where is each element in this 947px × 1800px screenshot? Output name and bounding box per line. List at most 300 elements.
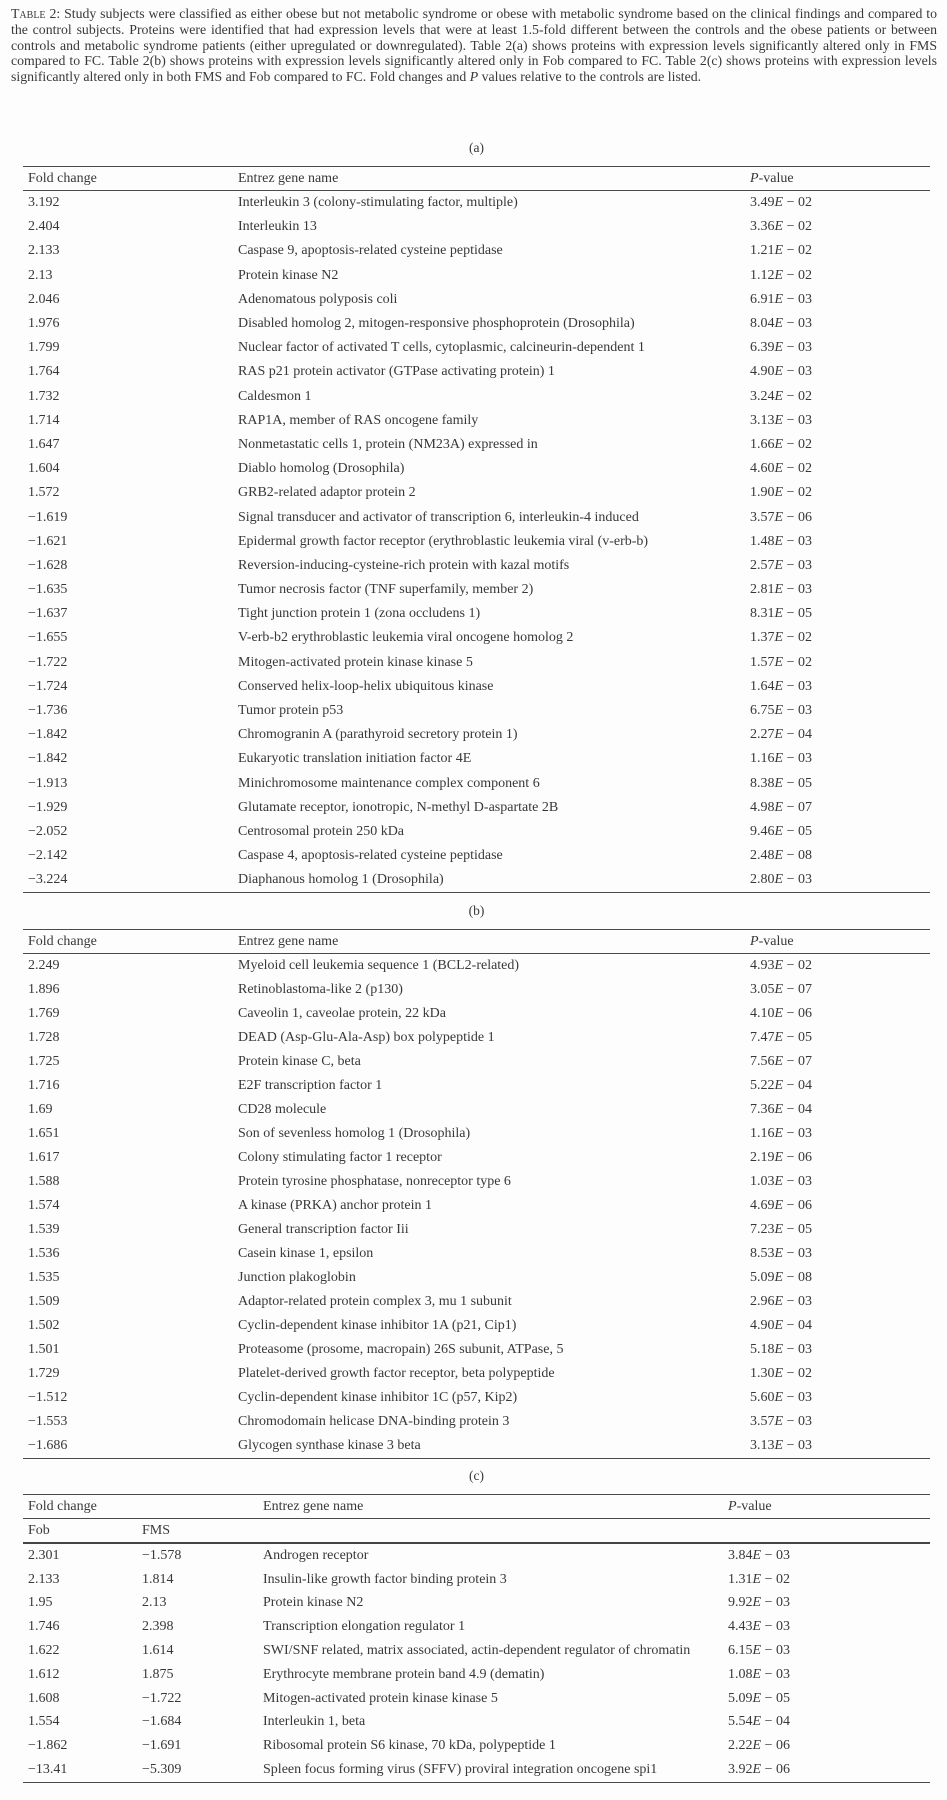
gene-name-cell: Retinoblastoma-like 2 (p130) <box>238 982 403 997</box>
fold-change-cell-fold: 1.729 <box>28 1366 60 1381</box>
p-value-part: − 03 <box>761 1619 790 1635</box>
p-value-part: E <box>774 1126 784 1141</box>
p-value-part: − 02 <box>783 1366 812 1381</box>
fold-change-cell-fms: 1.614 <box>142 1643 174 1659</box>
table-row <box>23 505 930 529</box>
table-row <box>23 1314 930 1338</box>
p-value-cell <box>745 954 930 979</box>
gene-name-cell: Protein tyrosine phosphatase, nonreceptor type 6 <box>238 1174 511 1189</box>
p-value-cell <box>745 747 930 771</box>
gene-name-cell: A kinase (PRKA) anchor protein 1 <box>238 1198 433 1213</box>
p-value-part: E <box>774 195 784 211</box>
p-value-part: − 06 <box>783 1006 812 1021</box>
p-value-part: − 05 <box>783 1030 812 1045</box>
table-row <box>23 1615 930 1639</box>
column-header-fms: FMS <box>137 1519 258 1544</box>
gene-name-cell: Erythrocyte membrane protein band 4.9 (dematin) <box>263 1666 545 1682</box>
p-value-part: E <box>774 557 784 573</box>
p-value-part: E <box>774 1030 784 1045</box>
p-value-part: − 06 <box>783 1150 812 1165</box>
gene-name-cell: Epidermal growth factor receptor (erythroblastic leukemia viral (v-erb-b) <box>238 533 649 549</box>
p-value-part: E <box>774 958 784 973</box>
p-value-cell <box>723 1615 930 1639</box>
p-value-part: E <box>752 1690 762 1706</box>
gene-name-cell: Eukaryotic translation initiation factor 4E <box>238 751 472 767</box>
p-value-header-italic: P <box>728 1498 737 1514</box>
p-value-cell <box>745 288 930 312</box>
p-value-part: 3.84 <box>728 1547 753 1563</box>
p-value-part: − 08 <box>783 848 812 864</box>
p-value-part: E <box>774 1174 784 1189</box>
p-value-part: E <box>774 751 784 767</box>
p-value-part: E <box>774 461 784 477</box>
fold-change-cell-fold: 1.572 <box>28 485 60 501</box>
p-value-part: − 02 <box>783 195 812 211</box>
fold-change-cell-fold: −1.619 <box>28 509 68 525</box>
fold-change-cell-fold: 2.13 <box>28 267 53 283</box>
p-value-part: 1.57 <box>750 654 775 670</box>
p-value-part: − 07 <box>783 799 812 815</box>
gene-name-cell: Conserved helix-loop-helix ubiquitous kinase <box>238 678 494 694</box>
p-value-part: − 03 <box>783 412 812 428</box>
table-row <box>23 1758 930 1782</box>
table-row <box>23 481 930 505</box>
table-row <box>23 1434 930 1459</box>
p-value-part: E <box>774 1246 784 1261</box>
gene-name-cell: Tight junction protein 1 (zona occludens 1) <box>238 606 481 622</box>
p-value-cell <box>745 1242 930 1266</box>
gene-name-cell: CD28 molecule <box>238 1102 327 1117</box>
p-value-part: − 06 <box>761 1738 790 1754</box>
p-value-part: E <box>774 1366 784 1381</box>
fold-change-cell-fold: 1.539 <box>28 1222 60 1237</box>
p-value-part: E <box>774 267 784 283</box>
p-value-cell <box>745 1290 930 1314</box>
p-value-part: 3.92 <box>728 1762 753 1778</box>
table-row <box>23 264 930 288</box>
table-row <box>23 1122 930 1146</box>
p-value-part: 4.10 <box>750 1006 775 1021</box>
gene-name-cell: Caveolin 1, caveolae protein, 22 kDa <box>238 1006 446 1021</box>
table-row <box>23 868 930 893</box>
p-value-cell <box>723 1687 930 1711</box>
fold-change-cell-fms: −1.722 <box>142 1690 182 1706</box>
table-row <box>23 336 930 360</box>
p-value-cell <box>745 1146 930 1170</box>
fold-change-cell-fold: −1.635 <box>28 582 68 598</box>
column-header-fob: Fob <box>23 1519 137 1544</box>
gene-name-cell: Minichromosome maintenance complex component 6 <box>238 775 540 791</box>
p-value-part: 2.27 <box>750 727 775 743</box>
fold-change-cell-fold: 1.896 <box>28 982 60 997</box>
gene-name-cell: GRB2-related adaptor protein 2 <box>238 485 416 501</box>
p-value-cell <box>745 868 930 893</box>
p-value-part: E <box>752 1571 762 1587</box>
fold-change-cell-fold: 1.769 <box>28 1006 60 1021</box>
table-row <box>23 1266 930 1290</box>
p-value-part: − 03 <box>783 1246 812 1261</box>
fold-change-cell-fob: 2.133 <box>28 1571 60 1587</box>
table-row <box>23 1592 930 1616</box>
gene-name-cell: Mitogen-activated protein kinase kinase 5 <box>238 654 473 670</box>
fold-change-cell-fob: 1.608 <box>28 1690 60 1706</box>
p-value-cell <box>745 1314 930 1338</box>
p-value-part: − 03 <box>783 340 812 356</box>
p-value-cell <box>723 1592 930 1616</box>
p-value-part: − 04 <box>783 1078 812 1093</box>
p-value-part: 4.98 <box>750 799 775 815</box>
p-value-part: 8.53 <box>750 1246 775 1261</box>
p-value-part: E <box>774 1222 784 1237</box>
fold-change-cell-fold: −1.842 <box>28 751 68 767</box>
p-value-part: E <box>774 243 784 259</box>
p-value-part: − 03 <box>783 364 812 380</box>
fold-change-cell-fold: 1.728 <box>28 1030 60 1045</box>
p-value-cell <box>745 675 930 699</box>
fold-change-cell-fms: −1.578 <box>142 1547 182 1563</box>
section-b <box>0 903 947 1459</box>
p-value-part: E <box>774 316 784 332</box>
p-value-part: E <box>752 1714 762 1730</box>
p-value-part: − 02 <box>783 388 812 404</box>
p-value-part: 9.46 <box>750 823 775 839</box>
fold-change-cell-fold: −1.842 <box>28 727 68 743</box>
table-row <box>23 1543 930 1568</box>
p-value-part: E <box>774 1150 784 1165</box>
gene-name-cell: Disabled homolog 2, mitogen-responsive phosphoprotein (Drosophila) <box>238 316 635 332</box>
fold-change-cell-fold: −1.913 <box>28 775 68 791</box>
p-value-header-italic: P <box>750 933 759 949</box>
table-row <box>23 651 930 675</box>
p-value-part: 3.24 <box>750 388 775 404</box>
table-row <box>23 1410 930 1434</box>
gene-name-cell: Interleukin 3 (colony-stimulating factor, multiple) <box>238 195 518 211</box>
gene-name-cell: RAS p21 protein activator (GTPase activating protein) 1 <box>238 364 555 380</box>
table-row <box>23 191 930 216</box>
table-row <box>23 1218 930 1242</box>
part-label-a: (a) <box>469 140 484 155</box>
p-value-part: 1.08 <box>728 1666 753 1682</box>
table-row <box>23 699 930 723</box>
p-value-part: − 03 <box>783 751 812 767</box>
gene-name-cell: V-erb-b2 erythroblastic leukemia viral oncogene homolog 2 <box>238 630 574 646</box>
table-row <box>23 1290 930 1314</box>
table-row <box>23 820 930 844</box>
p-value-cell <box>745 264 930 288</box>
p-value-part: 8.31 <box>750 606 775 622</box>
fold-change-cell-fold: −2.142 <box>28 848 68 864</box>
table-row <box>23 954 930 979</box>
p-value-part: 4.90 <box>750 364 775 380</box>
p-value-part: 3.36 <box>750 219 775 235</box>
p-value-header-rest: -value <box>736 1498 772 1514</box>
p-value-part: E <box>752 1595 762 1611</box>
fold-change-cell-fold: 2.249 <box>28 958 60 973</box>
fold-change-cell-fob: −13.41 <box>28 1762 68 1778</box>
p-value-cell <box>745 1050 930 1074</box>
p-value-part: E <box>774 1198 784 1213</box>
p-value-part: E <box>774 509 784 525</box>
column-header-spacer <box>258 1519 723 1544</box>
fold-change-cell-fold: −1.722 <box>28 654 68 670</box>
table-row <box>23 1639 930 1663</box>
p-value-cell <box>745 409 930 433</box>
p-value-part: − 03 <box>783 1390 812 1405</box>
p-value-part: − 02 <box>783 243 812 259</box>
column-header-p-value <box>723 1495 930 1519</box>
p-value-cell <box>745 602 930 626</box>
p-value-part: − 07 <box>783 1054 812 1069</box>
table-caption <box>11 6 937 85</box>
gene-name-cell: Interleukin 13 <box>238 219 317 235</box>
p-value-part: 4.43 <box>728 1619 753 1635</box>
table-b <box>23 929 930 1459</box>
fold-change-cell-fold: −1.553 <box>28 1414 68 1429</box>
p-value-part: − 04 <box>783 1318 812 1333</box>
p-value-cell <box>745 385 930 409</box>
header-row <box>23 167 930 191</box>
p-value-part: E <box>774 678 784 694</box>
table-row <box>23 747 930 771</box>
gene-name-cell: Insulin-like growth factor binding protein 3 <box>263 1571 507 1587</box>
table-row <box>23 360 930 384</box>
fold-change-cell-fold: −1.929 <box>28 799 68 815</box>
gene-name-cell: Son of sevenless homolog 1 (Drosophila) <box>238 1126 471 1141</box>
p-value-part: − 03 <box>783 1342 812 1357</box>
caption-segment: values relative to the controls are listed. <box>478 69 702 85</box>
p-value-part: E <box>774 485 784 501</box>
p-value-part: − 02 <box>761 1571 790 1587</box>
gene-name-cell: Interleukin 1, beta <box>263 1714 366 1730</box>
table-row <box>23 1194 930 1218</box>
p-value-part: − 02 <box>783 219 812 235</box>
table-row <box>23 1026 930 1050</box>
p-value-part: − 02 <box>783 654 812 670</box>
p-value-part: − 03 <box>783 703 812 719</box>
p-value-part: E <box>774 872 784 888</box>
fold-change-cell-fold: −2.052 <box>28 823 68 839</box>
p-value-part: − 03 <box>761 1547 790 1563</box>
p-value-cell <box>745 554 930 578</box>
p-value-part: E <box>752 1547 762 1563</box>
p-value-part: E <box>774 1102 784 1117</box>
table-row <box>23 626 930 650</box>
p-value-part: 4.69 <box>750 1198 775 1213</box>
p-value-part: − 03 <box>761 1643 790 1659</box>
p-value-part: − 04 <box>783 727 812 743</box>
fold-change-cell-fold: −1.628 <box>28 557 68 573</box>
gene-name-cell: Junction plakoglobin <box>238 1270 356 1285</box>
p-value-cell <box>745 191 930 216</box>
table-row <box>23 1098 930 1122</box>
p-value-part: 4.90 <box>750 1318 775 1333</box>
p-value-cell <box>745 978 930 1002</box>
gene-name-cell: Cyclin-dependent kinase inhibitor 1C (p57, Kip2) <box>238 1390 518 1405</box>
p-value-cell <box>745 772 930 796</box>
table-row <box>23 1074 930 1098</box>
fold-change-cell-fms: 2.13 <box>142 1595 167 1611</box>
table-row <box>23 1050 930 1074</box>
p-value-part: E <box>752 1666 762 1682</box>
caption-segment: Table 2: <box>11 6 65 21</box>
gene-name-cell: Cyclin-dependent kinase inhibitor 1A (p21, Cip1) <box>238 1318 517 1333</box>
p-value-part: 6.15 <box>728 1643 753 1659</box>
p-value-part: − 03 <box>783 1174 812 1189</box>
p-value-cell <box>745 651 930 675</box>
p-value-cell <box>723 1711 930 1735</box>
p-value-part: E <box>752 1762 762 1778</box>
table-row <box>23 1242 930 1266</box>
gene-name-cell: RAP1A, member of RAS oncogene family <box>238 412 479 428</box>
p-value-part: 1.16 <box>750 751 775 767</box>
table-row <box>23 1687 930 1711</box>
p-value-part: 1.03 <box>750 1174 775 1189</box>
p-value-part: 2.48 <box>750 848 775 864</box>
table-row <box>23 602 930 626</box>
header-row <box>23 930 930 954</box>
gene-name-cell: Proteasome (prosome, macropain) 26S subunit, ATPase, 5 <box>238 1342 564 1357</box>
p-value-part: 3.57 <box>750 509 775 525</box>
p-value-part: − 06 <box>783 1198 812 1213</box>
p-value-cell <box>745 1002 930 1026</box>
p-value-cell <box>745 796 930 820</box>
p-value-part: 6.39 <box>750 340 775 356</box>
column-header-gene-name: Entrez gene name <box>233 167 745 191</box>
p-value-cell <box>745 1026 930 1050</box>
fold-change-cell-fold: 1.716 <box>28 1078 60 1093</box>
fold-change-cell-fold: −3.224 <box>28 872 68 888</box>
p-value-cell <box>723 1663 930 1687</box>
column-header-spacer <box>723 1519 930 1544</box>
part-label-b: (b) <box>468 903 485 918</box>
column-header-p-value <box>745 930 930 954</box>
p-value-cell <box>745 481 930 505</box>
p-value-cell <box>745 360 930 384</box>
p-value-part: 3.49 <box>750 195 775 211</box>
fold-change-cell-fold: 1.604 <box>28 461 60 477</box>
p-value-part: 2.81 <box>750 582 775 598</box>
p-value-cell <box>745 844 930 868</box>
p-value-part: E <box>774 654 784 670</box>
p-value-part: − 03 <box>783 582 812 598</box>
p-value-part: 2.57 <box>750 557 775 573</box>
column-header-fold-change-group: Fold change <box>23 1495 258 1519</box>
p-value-part: 5.09 <box>750 1270 775 1285</box>
fold-change-cell-fold: 1.647 <box>28 436 60 452</box>
fold-change-cell-fob: 1.95 <box>28 1595 53 1611</box>
p-value-cell <box>745 1194 930 1218</box>
p-value-part: E <box>774 727 784 743</box>
gene-name-cell: Reversion-inducing-cysteine-rich protein with kazal motifs <box>238 557 570 573</box>
p-value-part: E <box>774 630 784 646</box>
p-value-part: E <box>774 340 784 356</box>
table-row <box>23 1170 930 1194</box>
fold-change-cell-fold: 1.535 <box>28 1270 60 1285</box>
p-value-cell <box>745 1074 930 1098</box>
section-c <box>0 1468 947 1783</box>
column-header-gene-name: Entrez gene name <box>258 1495 723 1519</box>
table-row <box>23 1362 930 1386</box>
fold-change-cell-fold: 2.404 <box>28 219 60 235</box>
p-value-part: − 04 <box>783 1102 812 1117</box>
p-value-cell <box>745 239 930 263</box>
table-row <box>23 675 930 699</box>
fold-change-cell-fold: 1.764 <box>28 364 60 380</box>
gene-name-cell: Caspase 9, apoptosis-related cysteine peptidase <box>238 243 503 259</box>
table-row <box>23 433 930 457</box>
p-value-part: E <box>774 412 784 428</box>
gene-name-cell: Signal transducer and activator of transcription 6, interleukin-4 induced <box>238 509 639 525</box>
p-value-part: 2.19 <box>750 1150 775 1165</box>
column-header-gene-name: Entrez gene name <box>233 930 745 954</box>
gene-name-cell: Tumor necrosis factor (TNF superfamily, member 2) <box>238 582 534 598</box>
p-value-part: − 07 <box>783 982 812 997</box>
table-row <box>23 1386 930 1410</box>
table-row <box>23 385 930 409</box>
fold-change-cell-fold: −1.736 <box>28 703 68 719</box>
fold-change-cell-fold: 1.69 <box>28 1102 53 1117</box>
p-value-part: E <box>752 1643 762 1659</box>
p-value-part: − 03 <box>783 291 812 307</box>
gene-name-cell: Centrosomal protein 250 kDa <box>238 823 405 839</box>
table-row <box>23 312 930 336</box>
p-value-part: E <box>774 582 784 598</box>
header-row-sub <box>23 1519 930 1544</box>
p-value-part: 2.96 <box>750 1294 775 1309</box>
p-value-part: − 03 <box>783 678 812 694</box>
p-value-cell <box>745 505 930 529</box>
p-value-part: 9.92 <box>728 1595 753 1611</box>
p-value-cell <box>745 1122 930 1146</box>
gene-name-cell: Spleen focus forming virus (SFFV) proviral integration oncogene spi1 <box>263 1762 658 1778</box>
column-header-fold-change: Fold change <box>23 167 233 191</box>
gene-name-cell: Diablo homolog (Drosophila) <box>238 461 405 477</box>
p-value-part: 1.30 <box>750 1366 775 1381</box>
gene-name-cell: Ribosomal protein S6 kinase, 70 kDa, polypeptide 1 <box>263 1738 556 1754</box>
p-value-part: − 02 <box>783 267 812 283</box>
p-value-cell <box>745 1386 930 1410</box>
gene-name-cell: Transcription elongation regulator 1 <box>263 1619 466 1635</box>
p-value-cell <box>745 1266 930 1290</box>
p-value-part: − 04 <box>761 1714 790 1730</box>
p-value-part: − 03 <box>783 557 812 573</box>
column-header-p-value <box>745 167 930 191</box>
fold-change-cell-fob: −1.862 <box>28 1738 68 1754</box>
p-value-part: E <box>774 388 784 404</box>
p-value-part: 5.60 <box>750 1390 775 1405</box>
p-value-cell <box>745 1170 930 1194</box>
p-value-cell <box>745 530 930 554</box>
p-value-part: E <box>774 1078 784 1093</box>
gene-name-cell: Adaptor-related protein complex 3, mu 1 subunit <box>238 1294 512 1309</box>
gene-name-cell: Caldesmon 1 <box>238 388 312 404</box>
gene-name-cell: Platelet-derived growth factor receptor, beta polypeptide <box>238 1366 555 1381</box>
p-value-part: − 02 <box>783 630 812 646</box>
fold-change-cell-fold: −1.637 <box>28 606 68 622</box>
column-header-fold-change: Fold change <box>23 930 233 954</box>
table-row <box>23 530 930 554</box>
fold-change-cell-fold: 2.133 <box>28 243 60 259</box>
fold-change-cell-fold: 3.192 <box>28 195 60 211</box>
p-value-header-italic: P <box>750 170 759 186</box>
p-value-part: 1.16 <box>750 1126 775 1141</box>
p-value-cell <box>745 699 930 723</box>
p-value-part: 7.47 <box>750 1030 775 1045</box>
table-row <box>23 1146 930 1170</box>
p-value-part: 2.22 <box>728 1738 753 1754</box>
fold-change-cell-fold: −1.512 <box>28 1390 68 1405</box>
fold-change-cell-fms: 1.814 <box>142 1571 174 1587</box>
